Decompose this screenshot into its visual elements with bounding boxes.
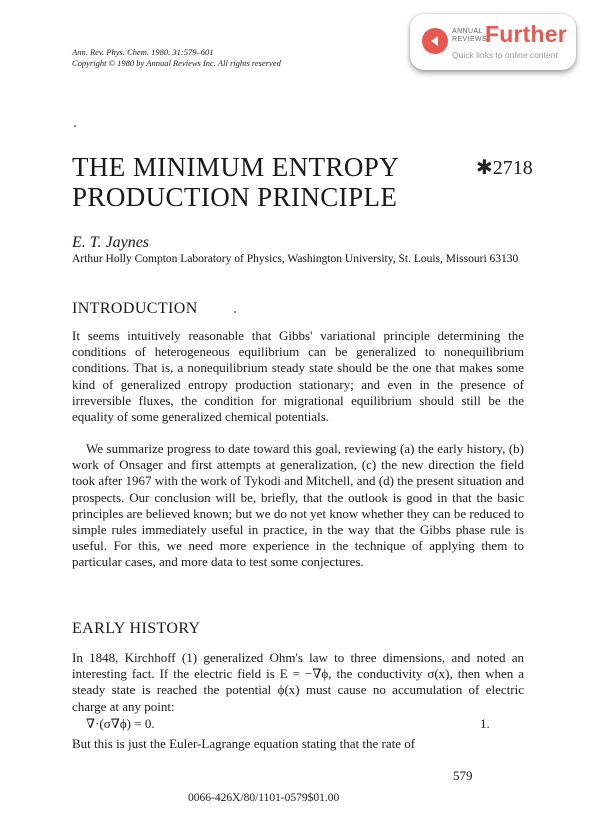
scan-speck [234, 311, 236, 313]
further-badge[interactable] [410, 14, 576, 70]
history-paragraph-2: But this is just the Euler-Lagrange equation stating that the rate of [72, 736, 416, 751]
section-heading-early-history: EARLY HISTORY [72, 620, 201, 637]
intro-paragraph-2: We summarize progress to date toward this goal, reviewing (a) the early history, (b) work of Onsager and first attempts at generalization, (c) the new direction the field took after 1967 with the work of Tykodi and Mitchell, and (d) the present situation and prospects. Our conclusion will be, briefly, that the outlook is good in that the basic principles are believed known; but we do not yet know whether they can be reduced to simple rules immediately useful in practice, in the way that the Gibbs phase rule is useful. For this, we need more experience in the technique of applying them to particular cases, and more data to test some conjectures. [72, 441, 524, 570]
author-name: E. T. Jaynes [72, 234, 150, 251]
equation-number: 1. [480, 716, 490, 731]
intro-paragraph-1: It seems intuitively reasonable that Gibbs' variational principle determining the conditions of heterogeneous equilibrium can be generalized to nonequilibrium conditions. That is, a nonequilibrium steady state should be the one that makes some kind of generalized entropy production stationary; and even in the presence of irreversible fluxes, the condition for migrational equilibrium should still be the equality of some generalized chemical potentials. [72, 328, 524, 425]
history-paragraph-1: In 1848, Kirchhoff (1) generalized Ohm's law to three dimensions, and noted an interesting fact. If the electric field is E = −∇ϕ, the conductivity σ(x), then when a steady state is reached the potential ϕ(x) must cause no accumulation of electric charge at any point: [72, 650, 524, 714]
journal-line: Ann. Rev. Phys. Chem. 1980. 31:579–601 [72, 47, 214, 57]
badge-subtitle: Quick links to online content [452, 50, 558, 60]
article-number: ✱2718 [476, 157, 533, 179]
play-icon [422, 28, 448, 54]
article-title: THE MINIMUM ENTROPY PRODUCTION PRINCIPLE [72, 152, 400, 212]
scan-speck [74, 125, 76, 127]
copyright-line: Copyright © 1980 by Annual Reviews Inc. All rights reserved [72, 58, 281, 68]
equation: ∇·(σ∇ϕ) = 0. [86, 716, 155, 731]
journal-citation [72, 47, 281, 69]
badge-title: Further [485, 21, 567, 47]
section-heading-introduction: INTRODUCTION [72, 300, 198, 317]
page-number: 579 [453, 768, 473, 783]
author-affiliation: Arthur Holly Compton Laboratory of Physics, Washington University, St. Louis, Missouri 63130 [72, 253, 519, 265]
badge-publisher: ANNUAL REVIEWS [452, 28, 488, 43]
footer-code: 0066-426X/80/1101-0579$01.00 [188, 792, 340, 804]
